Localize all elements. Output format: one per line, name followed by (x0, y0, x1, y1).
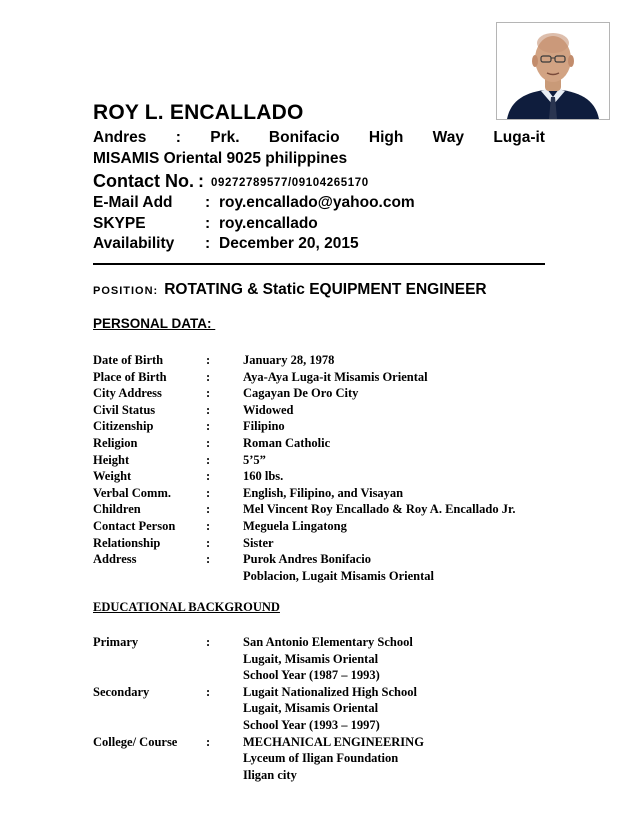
table-row (93, 435, 515, 452)
skype-value: roy.encallado (219, 215, 318, 232)
address-word: Luga-it (493, 129, 545, 146)
row-colon: : (206, 734, 211, 749)
row-key: College/ Course (93, 734, 178, 749)
availability-row (93, 235, 359, 253)
row-value: 5’5” (243, 452, 266, 467)
candidate-name: ROY L. ENCALLADO (93, 101, 304, 124)
address-word: Andres (93, 129, 147, 146)
row-colon: : (206, 353, 211, 367)
row-value: Aya-Aya Luga-it Misamis Oriental (243, 369, 428, 384)
address-word: Bonifacio (268, 129, 340, 146)
row-value: Lyceum of Iligan Foundation (243, 751, 399, 766)
row-value: MECHANICAL ENGINEERING (243, 734, 424, 749)
table-row (93, 700, 424, 717)
header-divider (93, 263, 545, 265)
education-heading: EDUCATIONAL BACKGROUND (93, 600, 280, 614)
personal-data-table (93, 352, 515, 584)
row-key: Secondary (93, 684, 150, 699)
row-value: Purok Andres Bonifacio (243, 552, 372, 567)
table-row (93, 369, 515, 386)
address-word: Prk. (210, 129, 240, 146)
availability-colon: : (205, 235, 211, 252)
personal-data-heading: PERSONAL DATA: (93, 316, 216, 331)
row-value: Meguela Lingatong (243, 518, 347, 533)
table-row (93, 634, 424, 651)
row-key: Place of Birth (93, 369, 167, 384)
email-row (93, 194, 415, 212)
skype-row (93, 215, 318, 233)
row-colon: : (206, 518, 211, 533)
row-key: Contact Person (93, 518, 176, 533)
row-value: San Antonio Elementary School (243, 635, 413, 649)
address-word: : (175, 129, 181, 146)
row-colon: : (206, 435, 211, 450)
table-row (93, 352, 515, 369)
row-value: Sister (243, 535, 274, 550)
profile-photo (496, 22, 610, 120)
row-value: Lugait Nationalized High School (243, 684, 417, 699)
row-colon: : (206, 386, 211, 401)
row-colon: : (206, 402, 211, 417)
skype-label: SKYPE (93, 215, 146, 232)
table-row (93, 734, 424, 751)
row-key: City Address (93, 386, 162, 401)
table-row (93, 767, 424, 784)
table-row (93, 468, 515, 485)
row-key: Children (93, 502, 141, 517)
row-colon: : (206, 419, 211, 434)
table-row (93, 535, 515, 552)
table-row (93, 667, 424, 684)
row-key: Civil Status (93, 402, 156, 417)
row-value: January 28, 1978 (243, 353, 335, 367)
table-row (93, 402, 515, 419)
table-row (93, 385, 515, 402)
row-key: Primary (93, 635, 139, 649)
row-value: Poblacion, Lugait Misamis Oriental (243, 568, 434, 583)
row-key: Citizenship (93, 419, 154, 434)
row-key: Date of Birth (93, 353, 164, 367)
skype-colon: : (205, 215, 211, 232)
row-key: Relationship (93, 535, 161, 550)
row-key: Verbal Comm. (93, 485, 172, 500)
address-line-2: MISAMIS Oriental 9025 philippines (93, 150, 348, 167)
row-value: School Year (1993 – 1997) (243, 717, 380, 732)
row-key: Religion (93, 435, 138, 450)
position-row (93, 281, 487, 299)
table-row (93, 418, 515, 435)
table-row (93, 452, 515, 469)
table-row (93, 684, 424, 701)
contact-colon: : (198, 171, 204, 191)
row-colon: : (206, 369, 211, 384)
row-value: Iligan city (243, 767, 297, 782)
table-row (93, 651, 424, 668)
contact-label: Contact No. (93, 171, 194, 191)
row-value: Widowed (243, 402, 294, 417)
email-value: roy.encallado@yahoo.com (219, 194, 415, 211)
table-row (93, 717, 424, 734)
position-label: POSITION: (93, 285, 159, 297)
address-line-1 (93, 129, 545, 147)
row-key: Weight (93, 469, 132, 484)
table-row (93, 501, 515, 518)
contact-row (93, 171, 369, 192)
table-row (93, 568, 515, 585)
contact-number: 09272789577/09104265170 (211, 177, 369, 189)
address-word: High (368, 129, 404, 146)
row-colon: : (206, 502, 211, 517)
table-row (93, 485, 515, 502)
row-key: Address (93, 552, 137, 567)
row-value: Cagayan De Oro City (243, 386, 359, 401)
row-colon: : (206, 552, 211, 567)
address-word: Way (432, 129, 464, 146)
row-value: Mel Vincent Roy Encallado & Roy A. Encallado Jr. (243, 502, 516, 517)
row-value: Lugait, Misamis Oriental (243, 651, 379, 666)
row-value: School Year (1987 – 1993) (243, 668, 380, 683)
row-colon: : (206, 684, 211, 699)
email-colon: : (205, 194, 211, 211)
table-row (93, 518, 515, 535)
row-colon: : (206, 452, 211, 467)
row-value: Lugait, Misamis Oriental (243, 701, 379, 716)
row-colon: : (206, 635, 211, 649)
row-colon: : (206, 485, 211, 500)
row-value: 160 lbs. (243, 469, 284, 484)
row-colon: : (206, 469, 211, 484)
availability-value: December 20, 2015 (219, 235, 359, 252)
availability-label: Availability (93, 235, 175, 252)
table-row (93, 551, 515, 568)
row-colon: : (206, 535, 211, 550)
position-value: ROTATING & Static EQUIPMENT ENGINEER (164, 281, 487, 298)
education-table (93, 634, 424, 783)
portrait-image (497, 23, 609, 119)
row-value: Filipino (243, 419, 285, 434)
email-label: E-Mail Add (93, 194, 173, 211)
row-value: Roman Catholic (243, 435, 331, 450)
table-row (93, 750, 424, 767)
row-key: Height (93, 452, 130, 467)
row-value: English, Filipino, and Visayan (243, 485, 404, 500)
